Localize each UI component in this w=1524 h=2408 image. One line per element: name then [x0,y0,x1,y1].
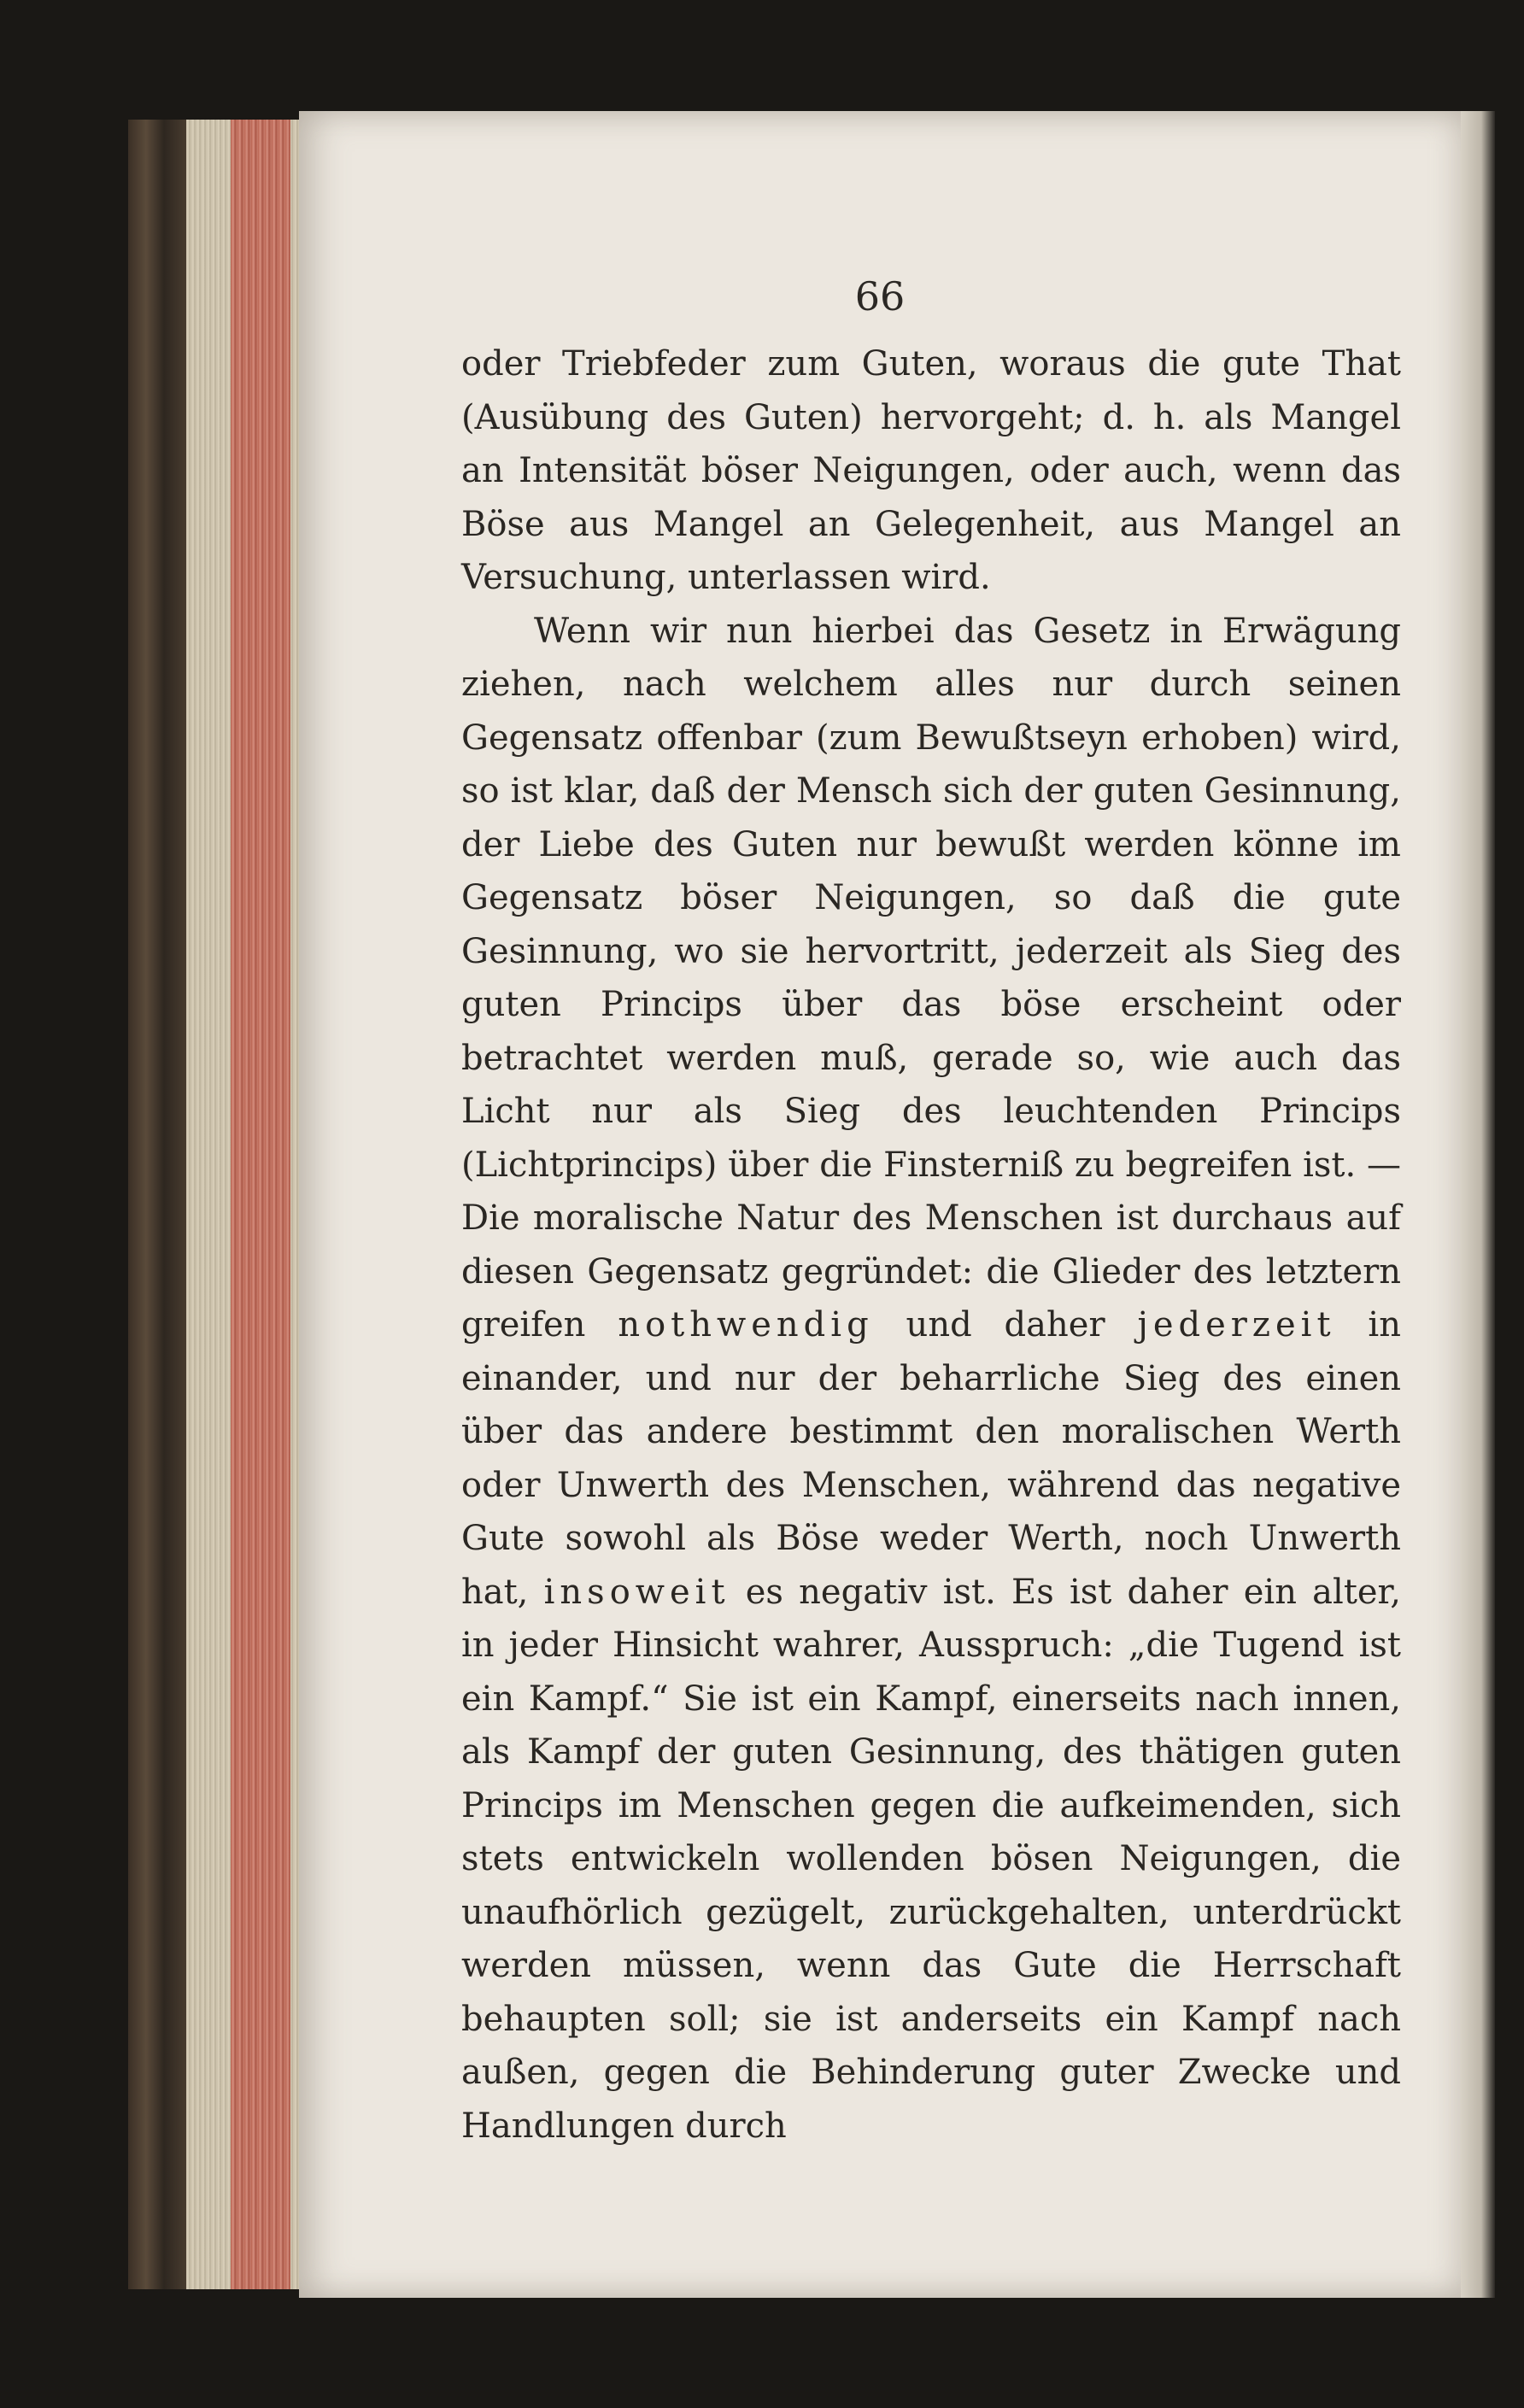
red-page-edge [231,120,290,2289]
paragraph-2-part-1: Wenn wir nun hierbei das Gesetz in Erwägung ziehen, nach welchem alles nur durch seinen Gegensatz offenbar (zum Bewußtseyn erhoben) wird, so ist klar, daß der Mensch sich der guten Gesinnung, der Liebe des Guten nur bewußt werden könne im Gegensatz böser Neigungen, so daß die gute Gesinnung, wo sie hervortritt, jederzeit als Sieg des guten Princips über das böse erscheint oder betrachtet werden muß, gerade so, wie auch das Licht nur als Sieg des leuchtenden Princips (Lichtprincips) über die Finsterniß zu begreifen ist. — Die moralische Natur des Menschen ist durchaus auf diesen Gegensatz gegründet: die Glieder des letztern greifen [461,611,1401,1345]
paragraph-2 [461,605,1401,2153]
paragraph-2-part-2: und daher [873,1305,1138,1345]
emphasis-jederzeit: jederzeit [1137,1305,1336,1345]
paragraph-2-part-4: es negativ ist. Es ist daher ein alter, in jeder Hinsicht wahrer, Ausspruch: „die Tugend ist ein Kampf.“ Sie ist ein Kampf, einerseits nach innen, als Kampf der guten Gesinnung, des thätigen guten Princips im Menschen gegen die aufkeimenden, sich stets entwickeln wollenden bösen Neigungen, die unaufhörlich gezügelt, zurückgehalten, unterdrückt werden müssen, wenn das Gute die Herrschaft behaupten soll; sie ist anderseits ein Kampf nach außen, gegen die Behinderung guter Zwecke und Handlungen durch [461,1572,1401,2146]
emphasis-insoweit: insoweit [543,1572,730,1612]
right-page-edge [1461,111,1495,2298]
paragraph-2-part-3: in einander, und nur der beharrliche Sieg des einen über das andere bestimmt den moralischen Werth oder Unwerth des Menschen, während das negative Gute sowohl als Böse weder Werth, noch Unwerth hat, [461,1305,1401,1612]
book-page [299,111,1461,2298]
page-number: 66 [854,273,906,319]
body-text [461,337,1401,2153]
book-binding [128,120,188,2289]
emphasis-nothwendig: nothwendig [618,1305,874,1345]
paragraph-1: oder Triebfeder zum Guten, woraus die gute That (Ausübung des Guten) hervorgeht; d. h. als Mangel an Intensität böser Neigungen, oder auch, wenn das Böse aus Mangel an Gelegenheit, aus Mangel an Versuchung, unterlassen wird. [461,344,1401,597]
